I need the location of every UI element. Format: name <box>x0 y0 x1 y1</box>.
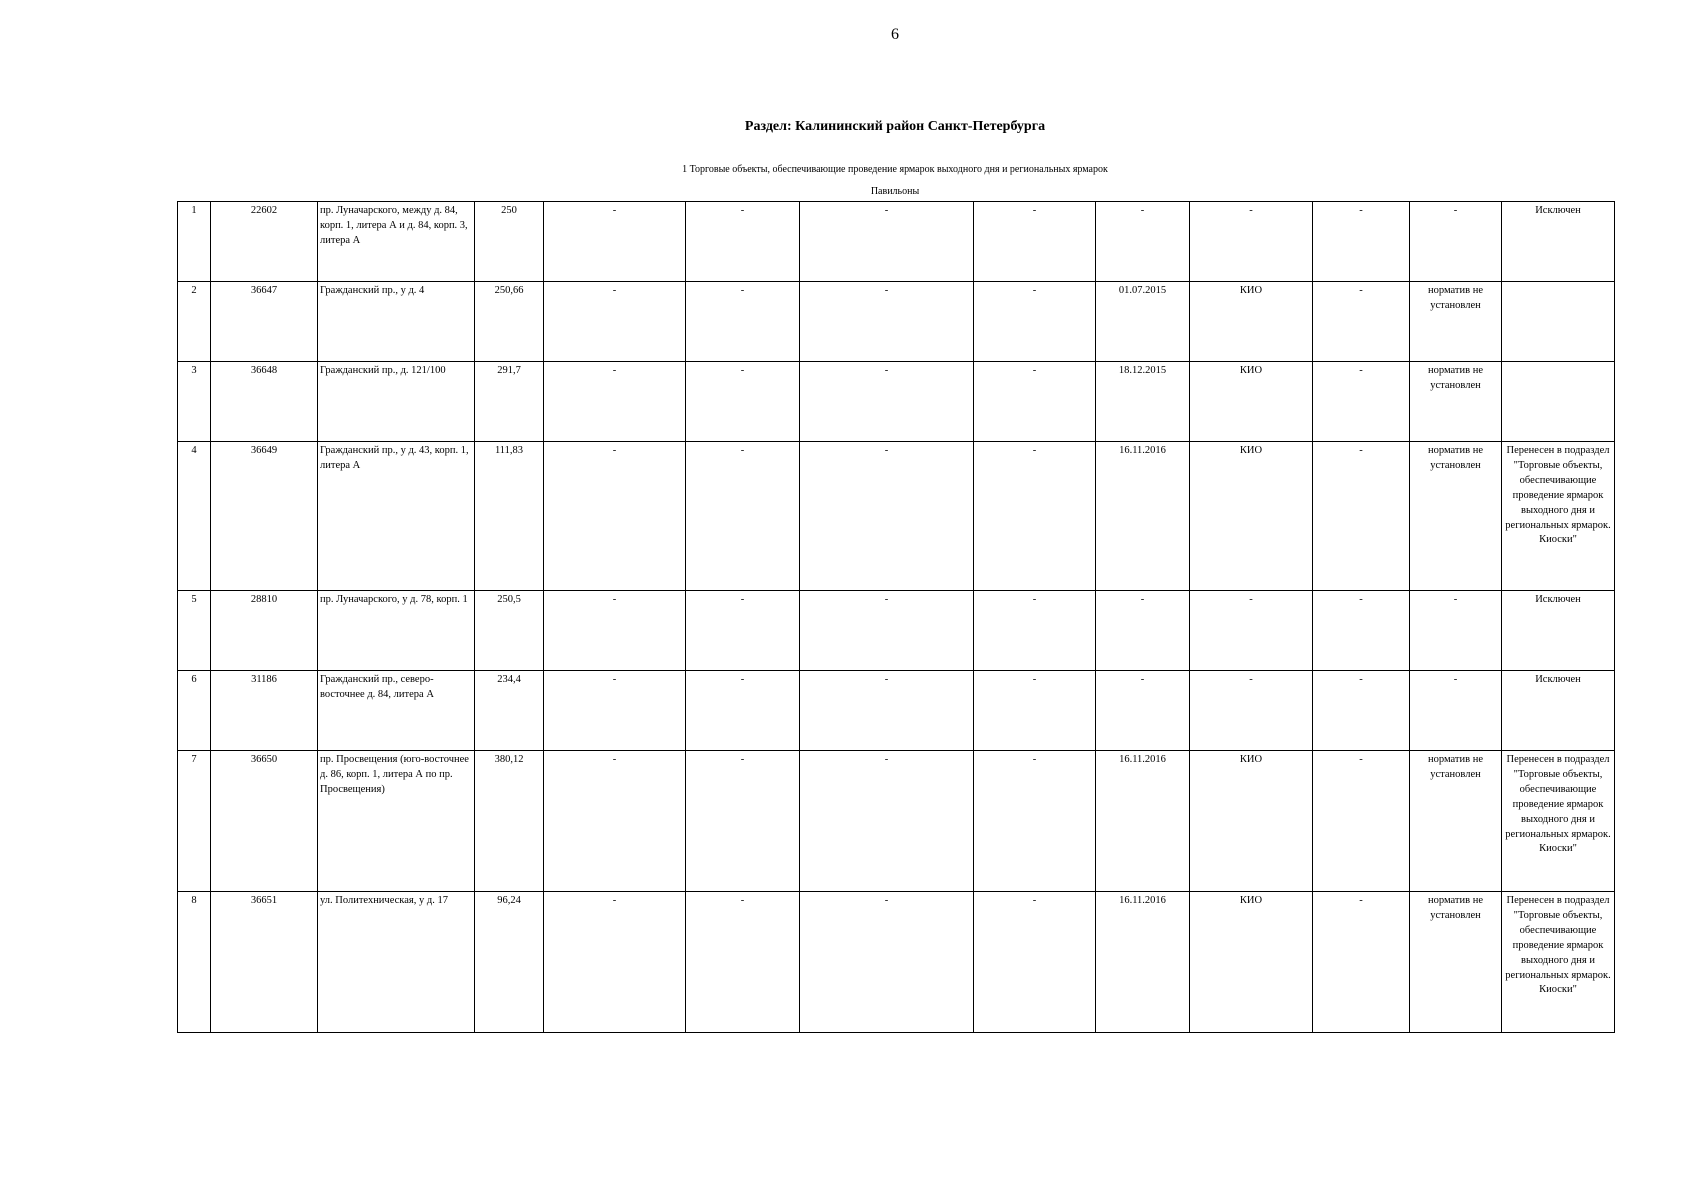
area: 111,83 <box>475 442 544 591</box>
organization: - <box>1190 591 1313 671</box>
address: Гражданский пр., северо-восточнее д. 84, литера А <box>318 671 475 751</box>
col-7: - <box>800 202 974 282</box>
date: - <box>1096 202 1190 282</box>
date: 16.11.2016 <box>1096 751 1190 892</box>
organization: КИО <box>1190 892 1313 1033</box>
address: пр. Луначарского, у д. 78, корп. 1 <box>318 591 475 671</box>
row-number: 3 <box>178 362 211 442</box>
row-number: 2 <box>178 282 211 362</box>
col-8: - <box>974 442 1096 591</box>
note: Исключен <box>1502 671 1615 751</box>
col-11: - <box>1313 442 1410 591</box>
address: пр. Просвещения (юго-восточнее д. 86, корп. 1, литера А по пр. Просвещения) <box>318 751 475 892</box>
organization: КИО <box>1190 442 1313 591</box>
col-11: - <box>1313 282 1410 362</box>
col-5: - <box>544 751 686 892</box>
col-8: - <box>974 282 1096 362</box>
col-7: - <box>800 362 974 442</box>
col-6: - <box>686 591 800 671</box>
note: Перенесен в подраздел "Торговые объекты, обеспечивающие проведение ярмарок выходного дня и региональных ярмарок. Киоски" <box>1502 442 1615 591</box>
object-id: 28810 <box>211 591 318 671</box>
col-6: - <box>686 892 800 1033</box>
organization: КИО <box>1190 751 1313 892</box>
table-row <box>178 671 1615 751</box>
col-11: - <box>1313 202 1410 282</box>
col-11: - <box>1313 362 1410 442</box>
col-7: - <box>800 671 974 751</box>
note: Перенесен в подраздел "Торговые объекты, обеспечивающие проведение ярмарок выходного дня и региональных ярмарок. Киоски" <box>1502 751 1615 892</box>
address: Гражданский пр., у д. 43, корп. 1, литера А <box>318 442 475 591</box>
table-row <box>178 282 1615 362</box>
date: 18.12.2015 <box>1096 362 1190 442</box>
col-7: - <box>800 892 974 1033</box>
col-5: - <box>544 671 686 751</box>
norm: - <box>1410 591 1502 671</box>
table-row <box>178 751 1615 892</box>
row-number: 7 <box>178 751 211 892</box>
address: ул. Политехническая, у д. 17 <box>318 892 475 1033</box>
object-id: 31186 <box>211 671 318 751</box>
norm: норматив не установлен <box>1410 751 1502 892</box>
col-8: - <box>974 892 1096 1033</box>
date: 01.07.2015 <box>1096 282 1190 362</box>
col-8: - <box>974 671 1096 751</box>
area: 234,4 <box>475 671 544 751</box>
subsection-title: 1 Торговые объекты, обеспечивающие проведение ярмарок выходного дня и региональных ярмарок <box>682 164 1108 175</box>
object-id: 22602 <box>211 202 318 282</box>
date: 16.11.2016 <box>1096 442 1190 591</box>
col-6: - <box>686 671 800 751</box>
note <box>1502 282 1615 362</box>
note: Исключен <box>1502 202 1615 282</box>
page-number: 6 <box>891 26 899 43</box>
col-5: - <box>544 442 686 591</box>
category-title: Павильоны <box>870 186 920 197</box>
area: 380,12 <box>475 751 544 892</box>
organization: КИО <box>1190 282 1313 362</box>
col-8: - <box>974 751 1096 892</box>
col-5: - <box>544 892 686 1033</box>
area: 250 <box>475 202 544 282</box>
date: 16.11.2016 <box>1096 892 1190 1033</box>
table-row <box>178 202 1615 282</box>
norm: норматив не установлен <box>1410 892 1502 1033</box>
organization: КИО <box>1190 362 1313 442</box>
col-5: - <box>544 202 686 282</box>
area: 96,24 <box>475 892 544 1033</box>
object-id: 36650 <box>211 751 318 892</box>
section-title: Раздел: Калининский район Санкт-Петербурга <box>744 119 1046 134</box>
col-11: - <box>1313 751 1410 892</box>
col-6: - <box>686 202 800 282</box>
col-7: - <box>800 442 974 591</box>
organization: - <box>1190 671 1313 751</box>
col-8: - <box>974 362 1096 442</box>
note <box>1502 362 1615 442</box>
address: Гражданский пр., д. 121/100 <box>318 362 475 442</box>
col-5: - <box>544 282 686 362</box>
table-row <box>178 362 1615 442</box>
object-id: 36649 <box>211 442 318 591</box>
col-11: - <box>1313 671 1410 751</box>
col-6: - <box>686 442 800 591</box>
norm: норматив не установлен <box>1410 442 1502 591</box>
row-number: 8 <box>178 892 211 1033</box>
col-6: - <box>686 751 800 892</box>
registry-table <box>177 201 1615 1033</box>
object-id: 36647 <box>211 282 318 362</box>
col-6: - <box>686 362 800 442</box>
area: 291,7 <box>475 362 544 442</box>
col-5: - <box>544 362 686 442</box>
address: пр. Луначарского, между д. 84, корп. 1, литера А и д. 84, корп. 3, литера А <box>318 202 475 282</box>
col-8: - <box>974 202 1096 282</box>
row-number: 1 <box>178 202 211 282</box>
norm: норматив не установлен <box>1410 282 1502 362</box>
col-8: - <box>974 591 1096 671</box>
address: Гражданский пр., у д. 4 <box>318 282 475 362</box>
table-row <box>178 442 1615 591</box>
date: - <box>1096 591 1190 671</box>
col-5: - <box>544 591 686 671</box>
row-number: 4 <box>178 442 211 591</box>
table-row <box>178 892 1615 1033</box>
object-id: 36651 <box>211 892 318 1033</box>
col-6: - <box>686 282 800 362</box>
note: Исключен <box>1502 591 1615 671</box>
col-7: - <box>800 282 974 362</box>
area: 250,66 <box>475 282 544 362</box>
norm: норматив не установлен <box>1410 362 1502 442</box>
col-7: - <box>800 591 974 671</box>
area: 250,5 <box>475 591 544 671</box>
row-number: 5 <box>178 591 211 671</box>
col-11: - <box>1313 892 1410 1033</box>
organization: - <box>1190 202 1313 282</box>
norm: - <box>1410 202 1502 282</box>
table-row <box>178 591 1615 671</box>
col-11: - <box>1313 591 1410 671</box>
row-number: 6 <box>178 671 211 751</box>
col-7: - <box>800 751 974 892</box>
object-id: 36648 <box>211 362 318 442</box>
norm: - <box>1410 671 1502 751</box>
date: - <box>1096 671 1190 751</box>
note: Перенесен в подраздел "Торговые объекты, обеспечивающие проведение ярмарок выходного дня и региональных ярмарок. Киоски" <box>1502 892 1615 1033</box>
